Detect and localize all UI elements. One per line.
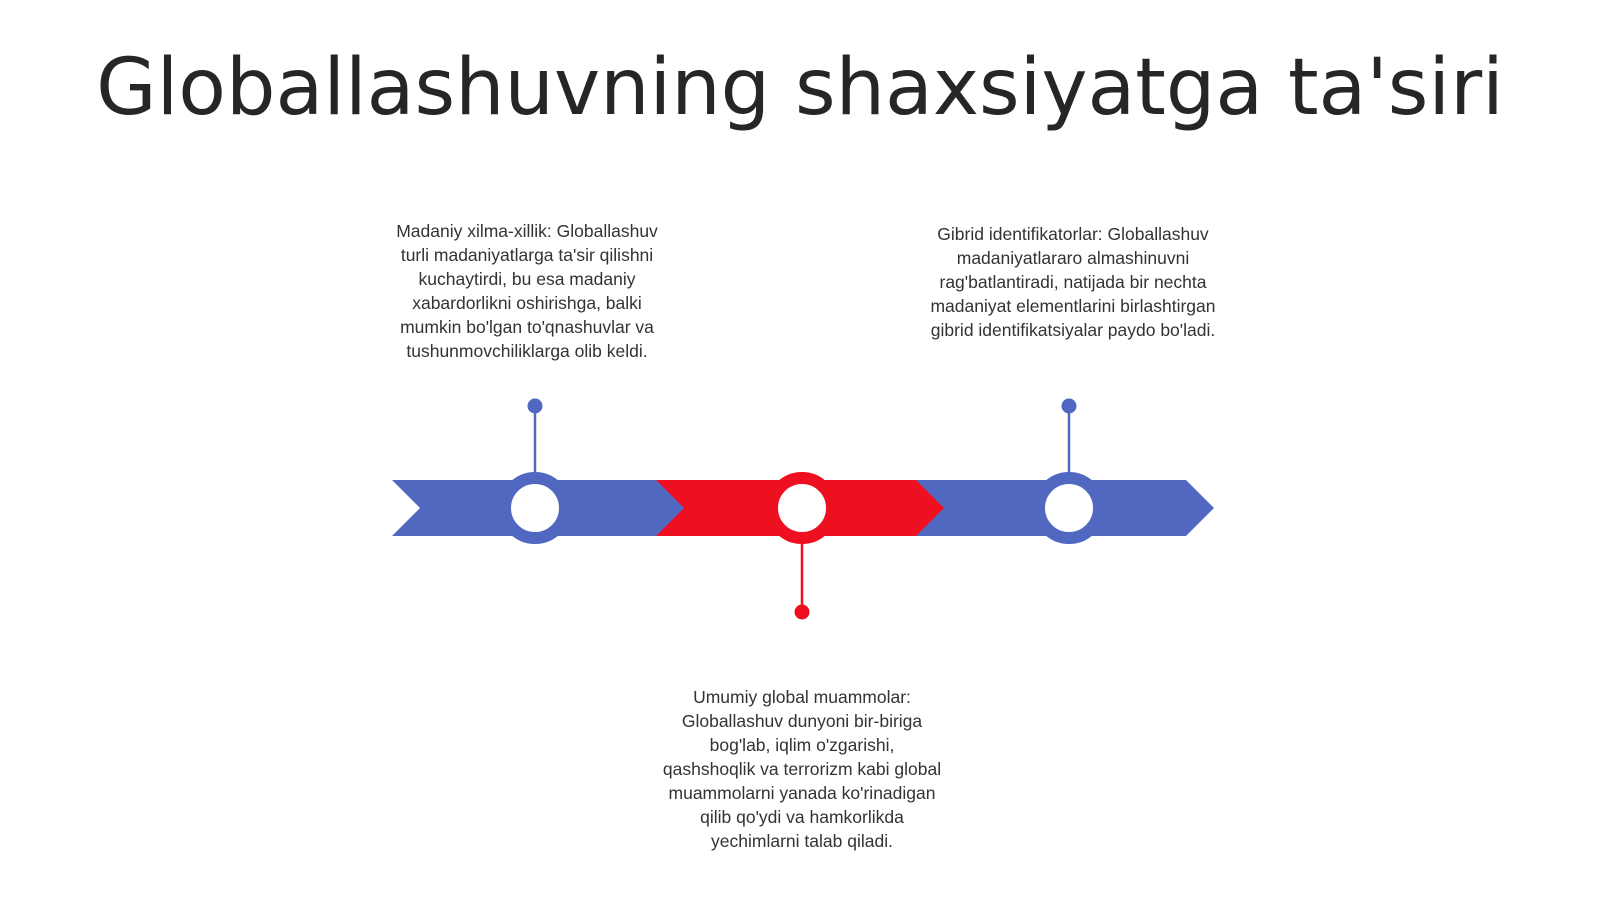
milestone-ring-gibrid bbox=[1039, 478, 1099, 538]
milestone-caption-umumiy: Umumiy global muammolar: Globallashuv dunyoni bir-biriga bog'lab, iqlim o'zgarishi, qashshoqlik va terrorizm kabi global muammolarni yanada ko'rinadigan qilib qo'ydi va hamkorlikda yechimlarni talab qiladi. bbox=[662, 687, 942, 851]
milestone-pin-gibrid bbox=[1062, 399, 1077, 414]
slide-title: Globallashuvning shaxsiyatga ta'siri bbox=[96, 43, 1504, 133]
milestone-caption-gibrid: Gibrid identifikatorlar: Globallashuv madaniyatlararo almashinuvni rag'batlantiradi, natijada bir nechta madaniyat elementlarini birlashtirgan gibrid identifikatsiyalar paydo bo'ladi. bbox=[930, 224, 1216, 340]
milestone-pin-umumiy bbox=[795, 605, 810, 620]
milestone-ring-umumiy bbox=[772, 478, 832, 538]
milestone-ring-madaniy bbox=[505, 478, 565, 538]
milestone-caption-madaniy: Madaniy xilma-xillik: Globallashuv turli madaniyatlarga ta'sir qilishni kuchaytirdi, bu esa madaniy xabardorlikni oshirishga, balki mumkin bo'lgan to'qnashuvlar va tushunmovchiliklarga olib keldi. bbox=[396, 221, 658, 361]
milestone-pin-madaniy bbox=[528, 399, 543, 414]
